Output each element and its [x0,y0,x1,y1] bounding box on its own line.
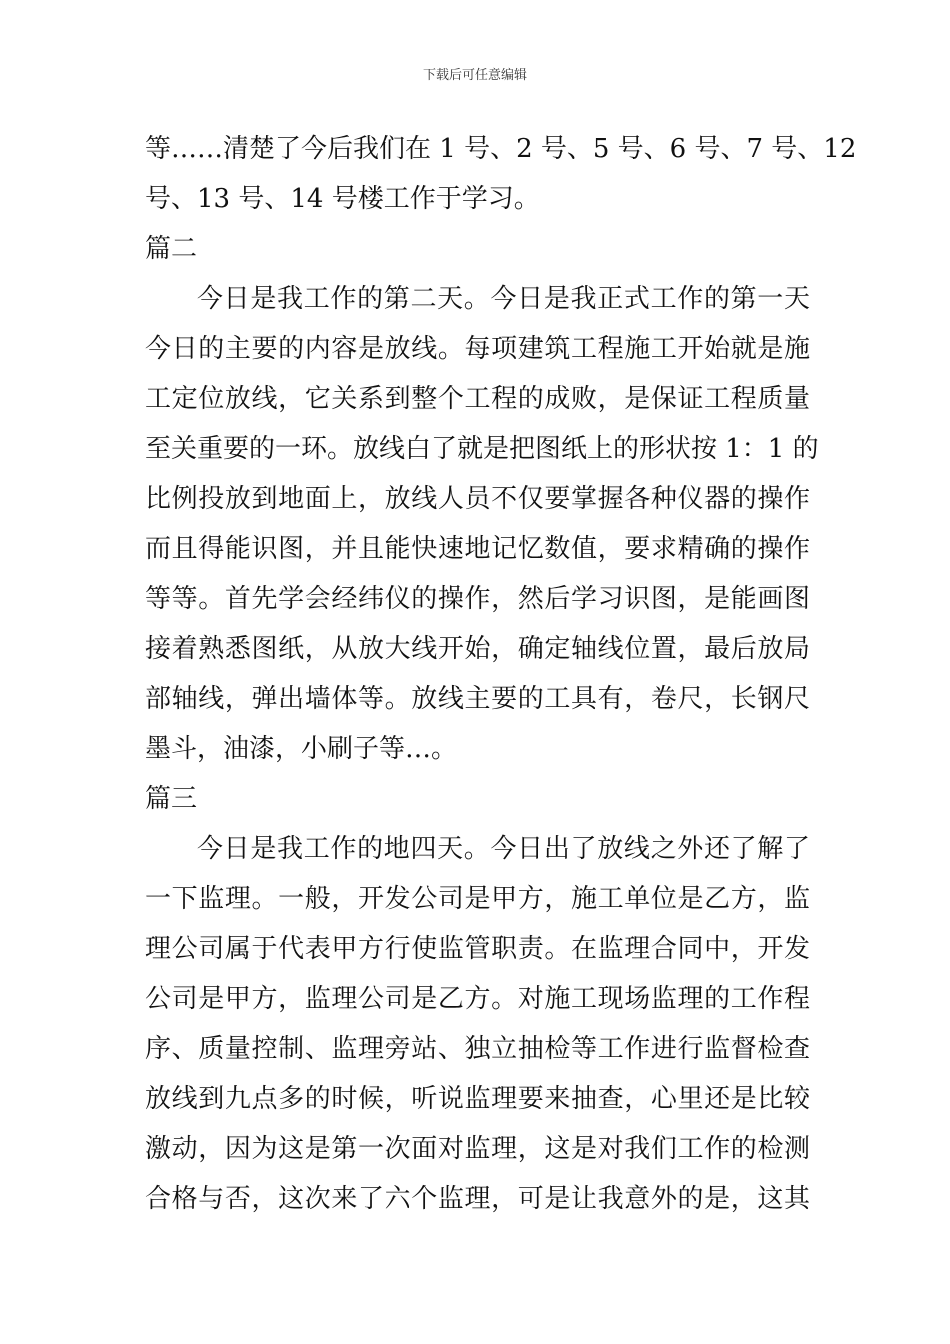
text-line: 一下监理。一般，开发公司是甲方，施工单位是乙方，监 [145,884,810,914]
text-line: 部轴线，弹出墙体等。放线主要的工具有，卷尺，长钢尺 [145,684,810,714]
text-line: 放线到九点多的时候，听说监理要来抽查，心里还是比较 [145,1084,810,1114]
text-line: 今日的主要的内容是放线。每项建筑工程施工开始就是施 [145,334,810,364]
text-line: 接着熟悉图纸，从放大线开始，确定轴线位置，最后放局 [145,634,810,664]
text-line: 工定位放线，它关系到整个工程的成败，是保证工程质量 [145,384,810,414]
text-line: 等……清楚了今后我们在 1 号、2 号、5 号、6 号、7 号、12 [145,134,857,164]
text-line: 激动，因为这是第一次面对监理，这是对我们工作的检测 [145,1134,810,1164]
text-line: 至关重要的一环。放线白了就是把图纸上的形状按 1：1 的 [145,434,819,464]
text-line: 比例投放到地面上，放线人员不仅要掌握各种仪器的操作 [145,484,810,514]
text-line: 篇三 [145,784,198,814]
text-line: 今日是我工作的第二天。今日是我正式工作的第一天 [197,284,810,314]
text-line: 篇二 [145,234,198,264]
text-line: 等等。首先学会经纬仪的操作，然后学习识图，是能画图 [145,584,810,614]
text-line: 墨斗，油漆，小刷子等…。 [145,734,458,764]
text-line: 序、质量控制、监理旁站、独立抽检等工作进行监督检查 [145,1034,810,1064]
text-line: 今日是我工作的地四天。今日出了放线之外还了解了 [197,834,810,864]
text-line: 理公司属于代表甲方行使监管职责。在监理合同中，开发 [145,934,810,964]
text-line: 号、13 号、14 号楼工作于学习。 [145,184,540,214]
header-note: 下载后可任意编辑 [422,68,527,83]
text-line: 公司是甲方，监理公司是乙方。对施工现场监理的工作程 [145,984,810,1014]
text-line: 合格与否，这次来了六个监理，可是让我意外的是，这其 [145,1184,810,1214]
text-line: 而且得能识图，并且能快速地记忆数值，要求精确的操作 [145,534,810,564]
document-body [145,124,857,1224]
